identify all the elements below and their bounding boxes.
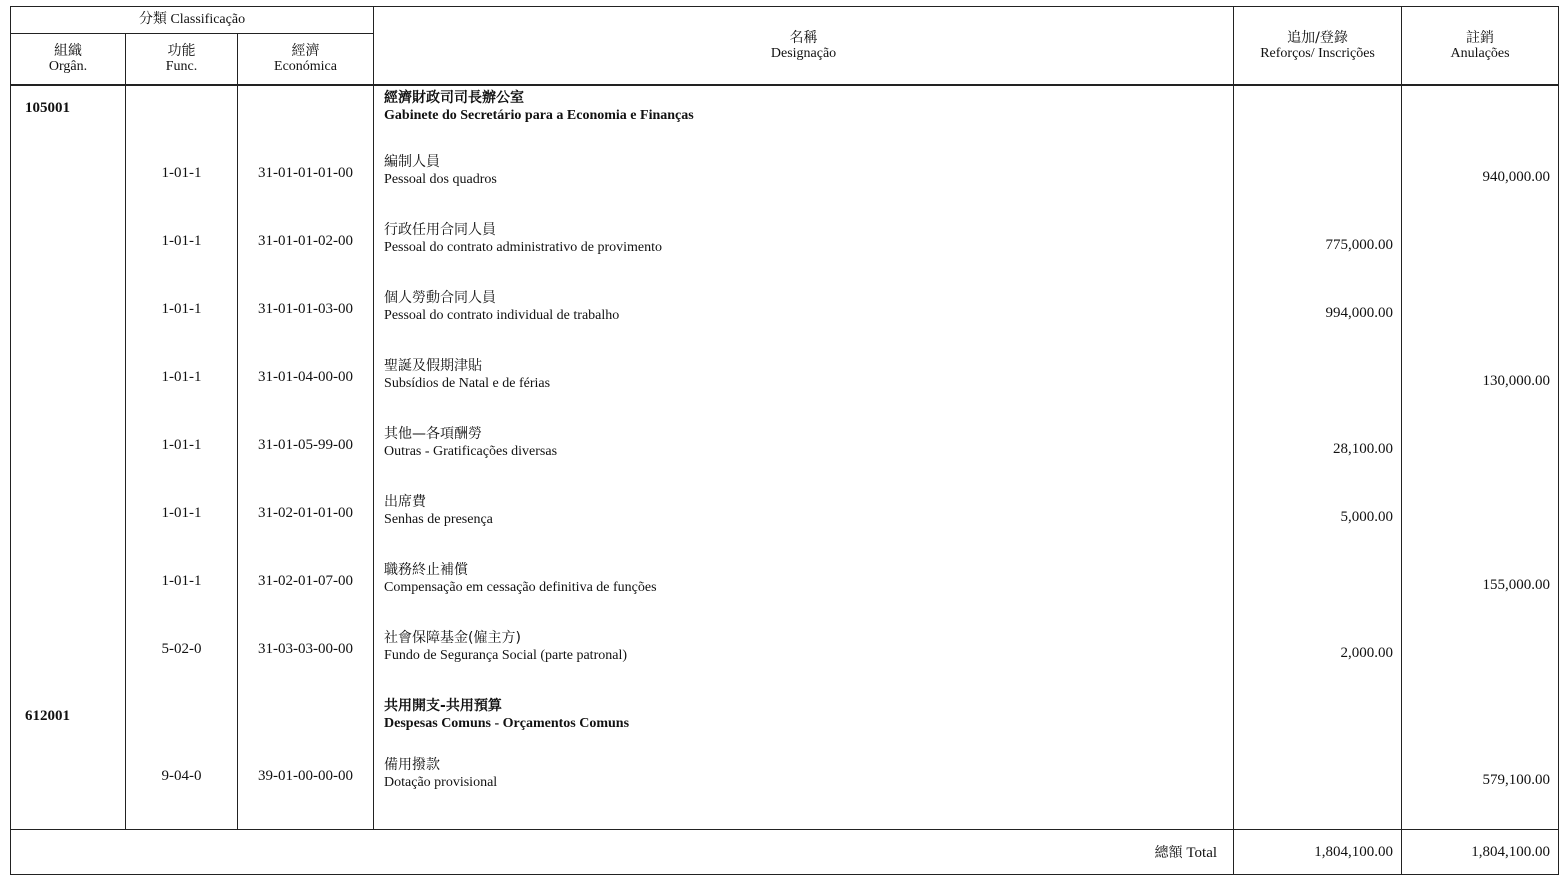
item-name-zh: 編制人員: [384, 154, 441, 170]
annulment-amount: 940,000.00: [1402, 150, 1559, 218]
spacer: [11, 821, 1559, 830]
designation-label-pt: Designação: [770, 45, 837, 61]
org-cell: [11, 150, 126, 218]
total-reinforcements: 1,804,100.00: [1234, 830, 1402, 875]
reinforcement-amount: 775,000.00: [1234, 218, 1402, 286]
functional-code: 1-01-1: [126, 218, 238, 286]
functional-code: 1-01-1: [126, 286, 238, 354]
org-cell: [11, 490, 126, 558]
item-name-pt: Senhas de presença: [384, 512, 493, 527]
table-row: [11, 753, 1559, 821]
budget-document: [10, 6, 1558, 861]
org-cell: [11, 354, 126, 422]
economic-header: [238, 34, 374, 86]
functional-code: 9-04-0: [126, 753, 238, 821]
org-name-pt: Despesas Comuns - Orçamentos Comuns: [384, 716, 630, 731]
org-cell: [11, 286, 126, 354]
functional-code: 1-01-1: [126, 150, 238, 218]
item-designation: [374, 558, 1234, 626]
economic-code: 31-01-05-99-00: [238, 422, 374, 490]
total-label-pt: Total: [1186, 845, 1218, 861]
table-row: [11, 150, 1559, 218]
budget-table: [10, 6, 1559, 875]
item-name-pt: Pessoal do contrato individual de trabalho: [384, 308, 620, 323]
economic-code: 31-02-01-01-00: [238, 490, 374, 558]
table-row: [11, 422, 1559, 490]
table-header: [11, 7, 1559, 86]
annulment-amount: [1402, 422, 1559, 490]
annulments-label-pt: Anulações: [1450, 45, 1510, 61]
item-designation: [374, 753, 1234, 821]
reinforcement-amount: 28,100.00: [1234, 422, 1402, 490]
table-footer: [11, 830, 1559, 875]
item-designation: [374, 218, 1234, 286]
annulment-amount: [1402, 286, 1559, 354]
functional-code: 1-01-1: [126, 354, 238, 422]
economic-label-pt: Económica: [274, 59, 337, 74]
total-annulments: 1,804,100.00: [1402, 830, 1559, 875]
economic-label-zh: 經濟: [291, 43, 320, 59]
item-name-zh: 聖誕及假期津貼: [384, 358, 483, 374]
item-designation: [374, 286, 1234, 354]
reinforcement-amount: [1234, 558, 1402, 626]
reinforcement-amount: 2,000.00: [1234, 626, 1402, 694]
org1-items: [11, 150, 1559, 694]
org-cell: [11, 753, 126, 821]
functional-code: 1-01-1: [126, 422, 238, 490]
total-label: [11, 830, 1234, 875]
item-designation: [374, 490, 1234, 558]
economic-code: 31-01-04-00-00: [238, 354, 374, 422]
economic-code: 31-01-01-03-00: [238, 286, 374, 354]
economic-code: 31-01-01-02-00: [238, 218, 374, 286]
org-row: [11, 694, 1559, 753]
table-row: [11, 354, 1559, 422]
designation-header: [374, 7, 1234, 86]
total-row: [11, 830, 1559, 875]
item-name-pt: Outras - Gratificações diversas: [384, 444, 558, 459]
organic-header: [11, 34, 126, 86]
reinforcements-header: [1234, 7, 1402, 86]
item-name-pt: Pessoal dos quadros: [384, 172, 497, 187]
classification-label-pt: Classificação: [170, 12, 246, 27]
reinforcement-amount: 5,000.00: [1234, 490, 1402, 558]
org-name-zh: 經濟財政司司長辦公室: [384, 90, 525, 106]
org2-items: [11, 753, 1559, 821]
org-code: 105001: [11, 85, 126, 150]
table-body: [11, 85, 1559, 150]
annulment-amount: 130,000.00: [1402, 354, 1559, 422]
org-cell: [11, 422, 126, 490]
org-cell: [11, 558, 126, 626]
annulment-amount: [1402, 490, 1559, 558]
item-name-zh: 出席費: [384, 494, 427, 510]
economic-code: 39-01-00-00-00: [238, 753, 374, 821]
functional-label-pt: Func.: [165, 59, 198, 74]
functional-code: 1-01-1: [126, 558, 238, 626]
item-name-zh: 其他—各項酬勞: [384, 426, 483, 442]
functional-code: 1-01-1: [126, 490, 238, 558]
org-cell: [11, 218, 126, 286]
org-designation: [374, 694, 1234, 753]
item-name-zh: 個人勞動合同人員: [384, 290, 497, 306]
annulment-amount: 155,000.00: [1402, 558, 1559, 626]
table-row: [11, 558, 1559, 626]
reinforcements-label-pt: Reforços/ Inscrições: [1260, 45, 1375, 61]
item-designation: [374, 354, 1234, 422]
functional-label-zh: 功能: [167, 43, 196, 59]
reinforcement-amount: [1234, 753, 1402, 821]
table-body-2: [11, 694, 1559, 753]
org-designation: [374, 85, 1234, 150]
reinforcement-amount: 994,000.00: [1234, 286, 1402, 354]
item-name-pt: Pessoal do contrato administrativo de provimento: [384, 240, 663, 255]
total-label-zh: 總額: [1154, 845, 1183, 861]
annulments-header: [1402, 7, 1559, 86]
org-row: [11, 85, 1559, 150]
functional-header: [126, 34, 238, 86]
economic-code: 31-03-03-00-00: [238, 626, 374, 694]
org-name-pt: Gabinete do Secretário para a Economia e Finanças: [384, 108, 694, 123]
table-row: [11, 490, 1559, 558]
item-name-zh: 備用撥款: [384, 757, 441, 773]
annulments-label-zh: 註銷: [1466, 29, 1495, 46]
designation-label-zh: 名稱: [789, 29, 818, 46]
economic-code: 31-02-01-07-00: [238, 558, 374, 626]
table-row: [11, 626, 1559, 694]
item-name-pt: Subsídios de Natal e de férias: [384, 376, 551, 391]
org-name-zh: 共用開支-共用預算: [384, 698, 502, 714]
reinforcements-label-zh: 追加/登錄: [1287, 29, 1348, 46]
org-cell: [11, 626, 126, 694]
reinforcement-amount: [1234, 354, 1402, 422]
annulment-amount: [1402, 218, 1559, 286]
item-designation: [374, 626, 1234, 694]
org-code: 612001: [11, 694, 126, 753]
item-name-zh: 行政任用合同人員: [384, 222, 497, 238]
item-designation: [374, 150, 1234, 218]
item-name-zh: 職務終止補償: [384, 562, 469, 578]
item-name-pt: Fundo de Segurança Social (parte patronal): [384, 648, 628, 663]
table-row: [11, 218, 1559, 286]
item-name-zh: 社會保障基金(僱主方): [384, 630, 521, 646]
classification-header: [11, 7, 374, 34]
economic-code: 31-01-01-01-00: [238, 150, 374, 218]
functional-code: 5-02-0: [126, 626, 238, 694]
classification-label-zh: 分類: [138, 12, 167, 27]
annulment-amount: 579,100.00: [1402, 753, 1559, 821]
reinforcement-amount: [1234, 150, 1402, 218]
annulment-amount: [1402, 626, 1559, 694]
organic-label-zh: 組織: [54, 43, 82, 59]
item-name-pt: Compensação em cessação definitiva de funções: [384, 580, 657, 595]
item-designation: [374, 422, 1234, 490]
organic-label-pt: Orgân.: [48, 59, 88, 74]
item-name-pt: Dotação provisional: [384, 775, 498, 790]
table-row: [11, 286, 1559, 354]
